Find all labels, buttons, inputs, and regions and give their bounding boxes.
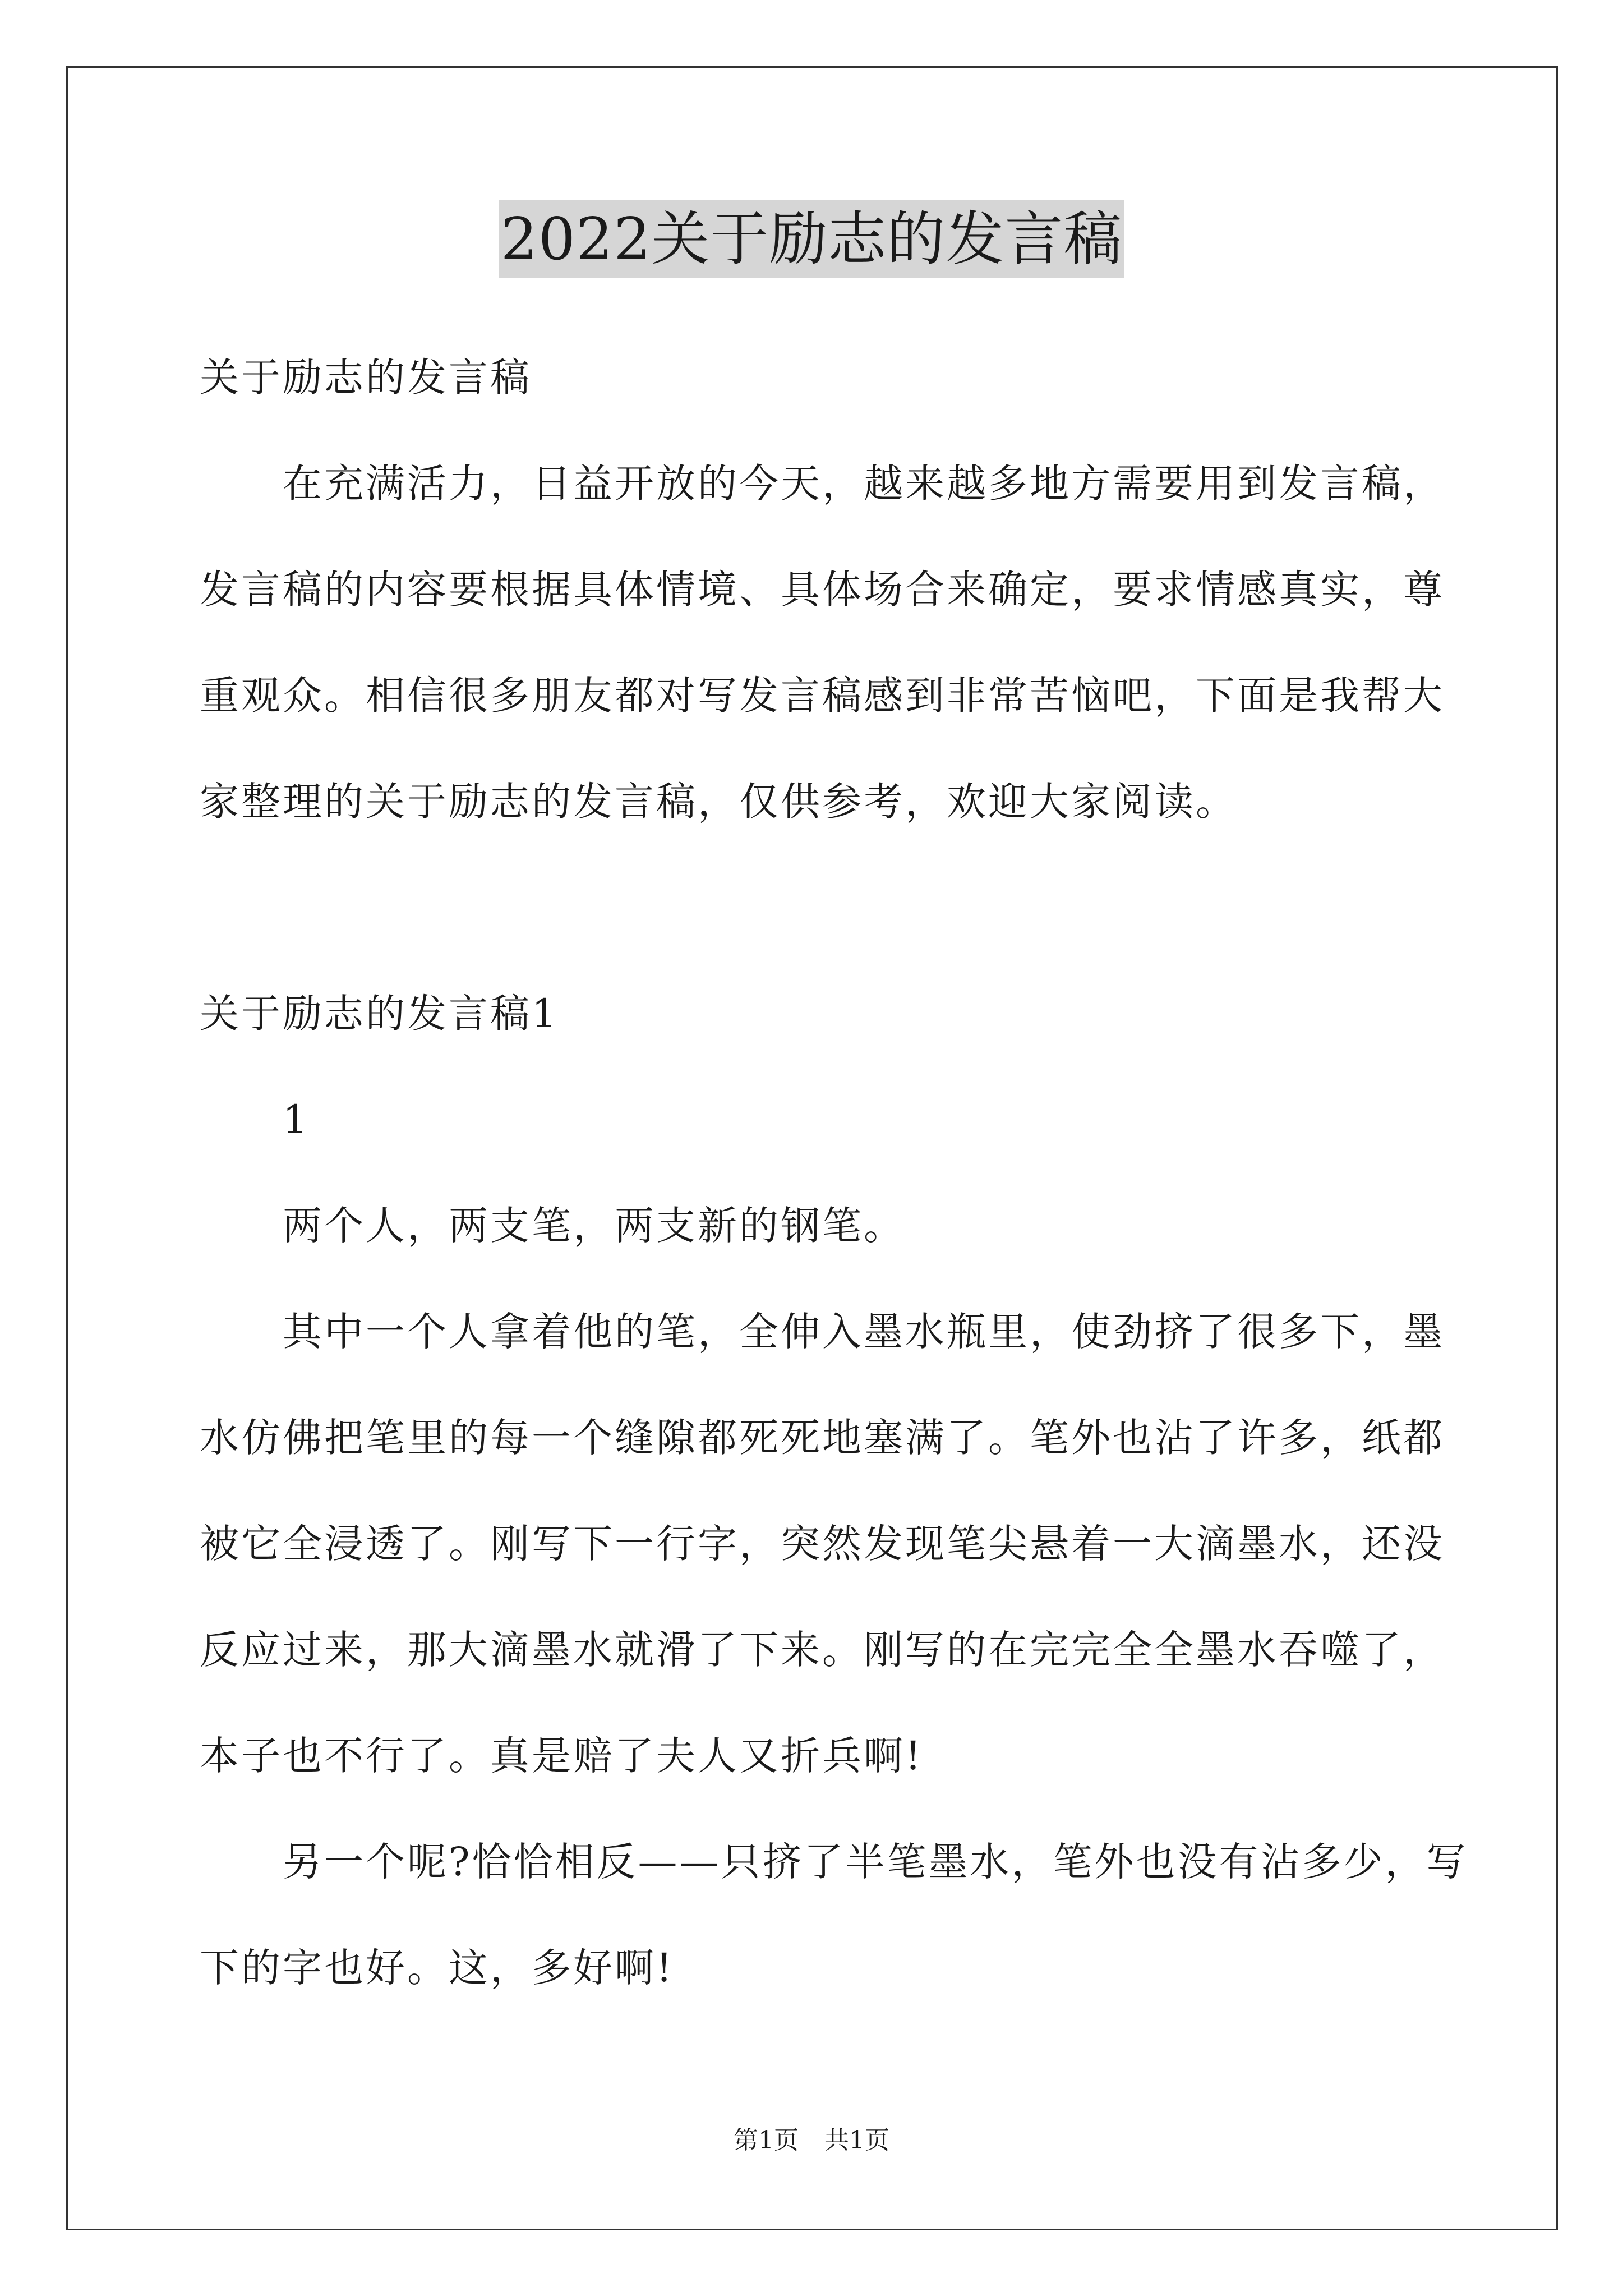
subsection-number: 1 [283, 1097, 310, 1143]
page-total: 共1页 [824, 2126, 889, 2155]
document-title: 2022关于励志的发言稿 [499, 200, 1125, 278]
paragraph-line: 被它全浸透了。刚写下一行字，突然发现笔尖悬着一大滴墨水，还没 [200, 1521, 1445, 1567]
paragraph-line: 反应过来，那大滴墨水就滑了下来。刚写的在完完全全墨水吞噬了， [200, 1627, 1445, 1673]
paragraph-line: 其中一个人拿着他的笔，全伸入墨水瓶里，使劲挤了很多下，墨 [283, 1309, 1445, 1355]
paragraph-line: 重观众。相信很多朋友都对写发言稿感到非常苦恼吧，下面是我帮大 [200, 673, 1445, 719]
page-number: 第1页 [734, 2126, 799, 2155]
paragraph-line: 本子也不行了。真是赔了夫人又折兵啊! [200, 1733, 924, 1779]
paragraph-line: 在充满活力，日益开放的今天，越来越多地方需要用到发言稿， [283, 461, 1445, 507]
paragraph-line: 发言稿的内容要根据具体情境、具体场合来确定，要求情感真实，尊 [200, 567, 1445, 613]
paragraph-line: 另一个呢?恰恰相反——只挤了半笔墨水，笔外也没有沾多少，写 [283, 1839, 1468, 1885]
title-container [0, 200, 1623, 278]
page-footer [0, 2124, 1623, 2157]
paragraph-line: 家整理的关于励志的发言稿，仅供参考，欢迎大家阅读。 [200, 779, 1237, 825]
section-heading: 关于励志的发言稿 [200, 355, 532, 401]
paragraph-line: 两个人，两支笔，两支新的钢笔。 [283, 1203, 905, 1249]
section-heading: 关于励志的发言稿1 [200, 991, 559, 1037]
paragraph-line: 下的字也好。这，多好啊! [200, 1945, 675, 1991]
paragraph-line: 水仿佛把笔里的每一个缝隙都死死地塞满了。笔外也沾了许多，纸都 [200, 1415, 1445, 1461]
